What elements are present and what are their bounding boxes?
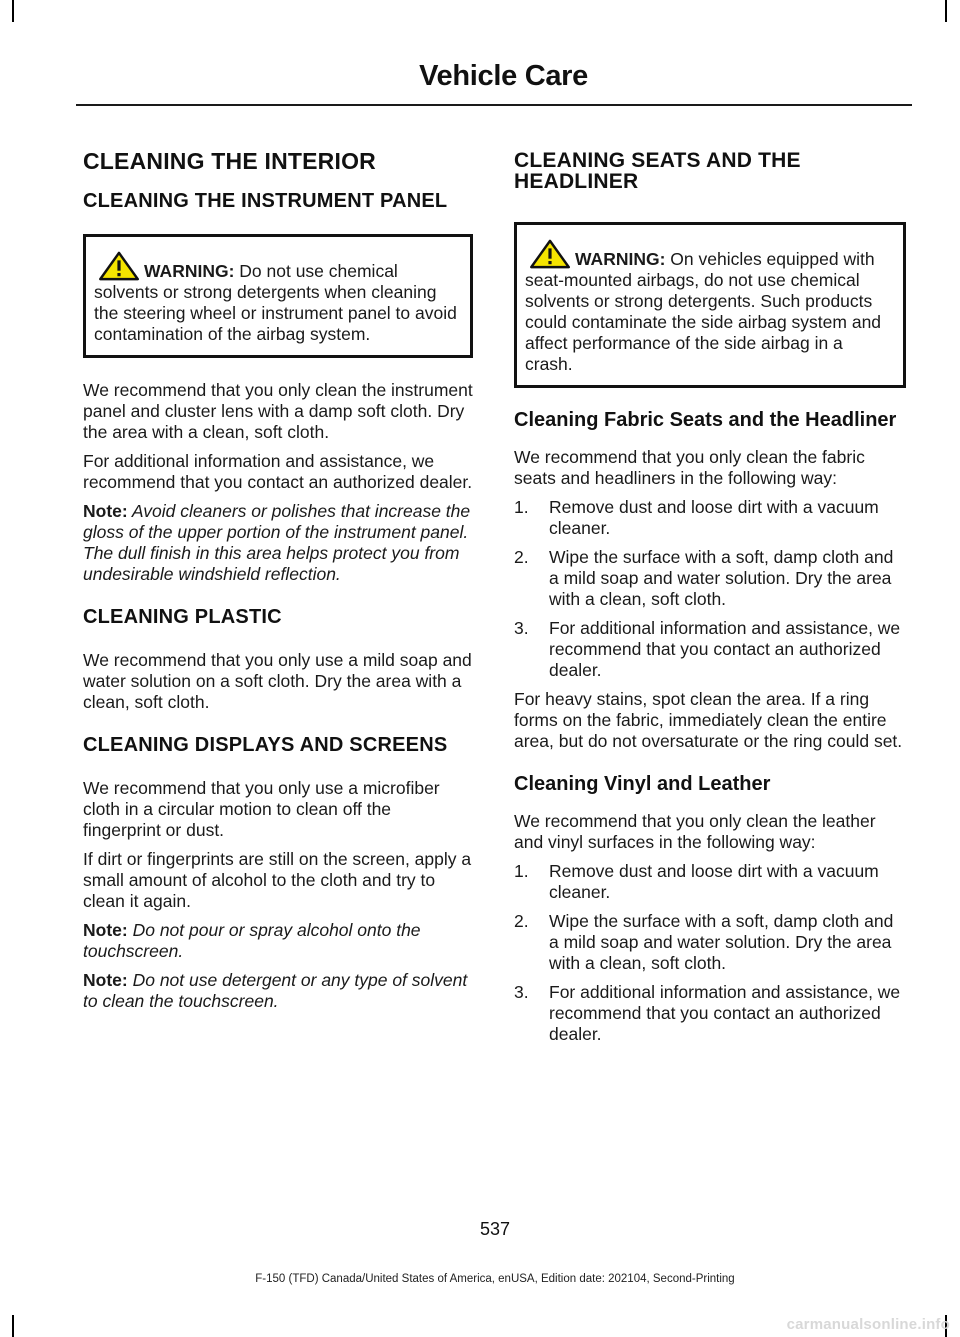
list-item: 3. For additional information and assistance, we recommend that you contact an authorized dealer. — [514, 982, 901, 1044]
warning-box-seat-airbags — [514, 222, 906, 388]
list-item: 1. Remove dust and loose dirt with a vacuum cleaner. — [514, 861, 879, 902]
note-label: Note: — [83, 920, 128, 940]
heading-displays-screens: CLEANING DISPLAYS AND SCREENS — [83, 734, 448, 756]
fabric-steps-list — [514, 497, 906, 681]
note-text: Do not pour or spray alcohol onto the touchscreen. — [83, 920, 421, 961]
heading-cleaning-plastic: CLEANING PLASTIC — [83, 606, 282, 628]
paragraph-plastic: We recommend that you only use a mild soap and water solution on a soft cloth. Dry the area with a clean, soft cloth. — [83, 650, 472, 712]
vinyl-steps-list — [514, 861, 906, 1045]
left-column — [83, 150, 473, 1020]
header-divider — [76, 104, 912, 106]
note-detergent — [83, 970, 473, 1012]
warning-text: Do not use chemical solvents or strong detergents when cleaning the steering wheel or instrument panel to avoid contamination of the airbag system. — [94, 261, 457, 344]
heading-instrument-panel: CLEANING THE INSTRUMENT PANEL — [83, 190, 448, 212]
heading-seats-headliner: CLEANING SEATS AND THE HEADLINER — [514, 149, 801, 193]
paragraph-instrument-clean: We recommend that you only clean the instrument panel and cluster lens with a damp soft cloth. Dry the area with a clean, soft cloth. — [83, 380, 473, 442]
warning-label: WARNING: — [575, 249, 666, 269]
list-item: 2. Wipe the surface with a soft, damp cloth and a mild soap and water solution. Dry the area with a clean, soft cloth. — [514, 911, 894, 973]
paragraph-microfiber: We recommend that you only use a microfiber cloth in a circular motion to clean off the fingerprint or dust. — [83, 778, 440, 840]
edition-footer: F-150 (TFD) Canada/United States of America, enUSA, Edition date: 202104, Second-Printing — [255, 1273, 735, 1285]
list-item: 3. For additional information and assistance, we recommend that you contact an authorized dealer. — [514, 618, 901, 680]
note-alcohol — [83, 920, 473, 962]
paragraph-fabric-intro: We recommend that you only clean the fabric seats and headliners in the following way: — [514, 447, 865, 488]
page-header-title: Vehicle Care — [419, 60, 588, 92]
watermark[interactable]: carmanualsonline.info — [786, 1316, 950, 1333]
warning-text: On vehicles equipped with seat-mounted airbags, do not use chemical solvents or strong detergents. Such products could contaminate the side airbag system and affect performance of the side airbag in a crash. — [525, 249, 882, 374]
note-gloss — [83, 501, 473, 585]
note-text: Do not use detergent or any type of solvent to clean the touchscreen. — [83, 970, 468, 1011]
crop-mark-top-right — [945, 0, 947, 22]
note-text: Avoid cleaners or polishes that increase the gloss of the upper portion of the instrument panel. The dull finish in this area helps protect you from undesirable windshield reflection. — [83, 501, 471, 584]
paragraph-heavy-stains: For heavy stains, spot clean the area. If a ring forms on the fabric, immediately clean the entire area, but do not oversaturate or the ring could set. — [514, 689, 903, 751]
warning-triangle-icon — [529, 239, 571, 269]
warning-triangle-icon — [98, 251, 140, 281]
crop-mark-bottom-left — [12, 1315, 14, 1337]
warning-label: WARNING: — [144, 261, 235, 281]
heading-fabric-seats: Cleaning Fabric Seats and the Headliner — [514, 409, 897, 431]
note-label: Note: — [83, 970, 128, 990]
heading-vinyl-leather: Cleaning Vinyl and Leather — [514, 773, 771, 795]
paragraph-vinyl-intro: We recommend that you only clean the leather and vinyl surfaces in the following way: — [514, 811, 876, 852]
right-column — [514, 150, 906, 1053]
note-label: Note: — [83, 501, 128, 521]
list-item: 1. Remove dust and loose dirt with a vacuum cleaner. — [514, 497, 879, 538]
heading-cleaning-interior: CLEANING THE INTERIOR — [83, 148, 376, 174]
page-number: 537 — [479, 1219, 511, 1239]
crop-mark-top-left — [12, 0, 14, 22]
paragraph-alcohol: If dirt or fingerprints are still on the screen, apply a small amount of alcohol to the cloth and try to clean it again. — [83, 849, 472, 911]
paragraph-dealer-info: For additional information and assistance, we recommend that you contact an authorized dealer. — [83, 451, 473, 492]
warning-box-instrument-panel — [83, 234, 473, 358]
list-item: 2. Wipe the surface with a soft, damp cloth and a mild soap and water solution. Dry the area with a clean, soft cloth. — [514, 547, 894, 609]
